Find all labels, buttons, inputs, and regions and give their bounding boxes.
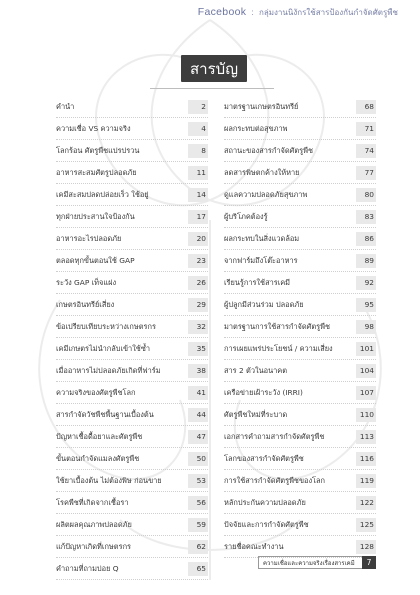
toc-entry[interactable] — [56, 272, 208, 294]
toc-entry[interactable] — [224, 140, 376, 162]
toc-entry[interactable] — [224, 250, 376, 272]
toc-entry-page: 59 — [188, 518, 208, 532]
toc-entry-label: การใช้สารกำจัดศัตรูพืชของโลก — [224, 475, 326, 485]
toc-entry-label: ระวัง GAP เท็จแฝง — [56, 277, 117, 287]
toc-entry-label: ผลกระทบในสิ่งแวดล้อม — [224, 233, 300, 243]
header-separator: : — [251, 8, 254, 17]
toc-entry-label: สารกำจัดวัชพืชพื้นฐานเบื้องต้น — [56, 409, 154, 419]
toc-entry-page: 14 — [188, 188, 208, 202]
toc-left-column — [56, 96, 208, 580]
toc-entry-label: อาหารสะสมศัตรูปลอดภัย — [56, 167, 137, 177]
toc-entry-label: ดูแลความปลอดภัยสุขภาพ — [224, 189, 308, 199]
toc-entry[interactable] — [56, 338, 208, 360]
toc-entry-page: 38 — [188, 364, 208, 378]
toc-entry-page: 98 — [356, 320, 376, 334]
toc-entry-page: 104 — [356, 364, 376, 378]
toc-entry-label: ลดสารพิษตกค้างให้หาย — [224, 167, 300, 177]
toc-entry-page: 125 — [356, 518, 376, 532]
toc-entry-page: 17 — [188, 210, 208, 224]
toc-entry-label: เคมีเกษตรไม่นำกลับเข้าใช้ซ้ำ — [56, 343, 150, 353]
toc-entry[interactable] — [56, 558, 208, 580]
toc-entry-label: สถานะของสารกำจัดศัตรูพืช — [224, 145, 313, 155]
toc-entry[interactable] — [56, 382, 208, 404]
toc-entry-page: 119 — [356, 474, 376, 488]
toc-entry-label: จากฟาร์มถึงโต๊ะอาหาร — [224, 255, 298, 265]
toc-entry[interactable] — [56, 514, 208, 536]
toc-entry-label: โลกของสารกำจัดศัตรูพืช — [224, 453, 304, 463]
toc-entry[interactable] — [56, 206, 208, 228]
toc-entry-label: คำนำ — [56, 101, 75, 111]
toc-entry[interactable] — [56, 492, 208, 514]
toc-entry[interactable] — [56, 250, 208, 272]
toc-entry-label: ปัญหาเชื้อดื้อยาและศัตรูพืช — [56, 431, 143, 441]
toc-entry-label: คำถามที่ถามบ่อย Q — [56, 563, 119, 573]
toc-entry-page: 29 — [188, 298, 208, 312]
toc-entry[interactable] — [224, 382, 376, 404]
toc-entry[interactable] — [224, 470, 376, 492]
toc-entry-label: ปัจจัยและการกำจัดศัตรูพืช — [224, 519, 309, 529]
toc-entry-page: 86 — [356, 232, 376, 246]
toc-entry-page: 4 — [188, 122, 208, 136]
toc-entry[interactable] — [224, 162, 376, 184]
toc-entry-label: เมื่ออาหารไม่ปลอดภัยเกิดที่ฟาร์ม — [56, 365, 161, 375]
toc-entry-page: 68 — [356, 100, 376, 114]
toc-entry-label: ผู้บริโภคต้องรู้ — [224, 211, 268, 221]
toc-entry-page: 8 — [188, 144, 208, 158]
toc-entry[interactable] — [56, 96, 208, 118]
toc-entry-label: เครือข่ายเฝ้าระวัง (IRRI) — [224, 387, 303, 397]
toc-entry-label: ความเชื่อ VS ความจริง — [56, 123, 131, 133]
toc-entry[interactable] — [56, 118, 208, 140]
page-footer — [258, 556, 376, 569]
toc-entry-label: เกษตรอินทรีย์เสี่ยง — [56, 299, 115, 309]
toc-entry-label: เอกสารคำถามสารกำจัดศัตรูพืช — [224, 431, 325, 441]
title-divider — [150, 88, 274, 89]
toc-entry[interactable] — [224, 536, 376, 558]
toc-entry-label: ใช้ยาเบื้องต้น ไม่ต้องพิษ ก่อนขาย — [56, 475, 162, 485]
toc-entry[interactable] — [56, 162, 208, 184]
toc-entry[interactable] — [224, 118, 376, 140]
toc-entry-label: สาร 2 ตัวในอนาคต — [224, 365, 288, 375]
toc-entry-page: 95 — [356, 298, 376, 312]
toc-entry-page: 101 — [356, 342, 376, 356]
toc-entry[interactable] — [224, 404, 376, 426]
toc-entry[interactable] — [56, 184, 208, 206]
toc-entry[interactable] — [224, 294, 376, 316]
toc-entry[interactable] — [224, 184, 376, 206]
toc-entry-page: 62 — [188, 540, 208, 554]
toc-entry-label: ความจริงของศัตรูพืชโลก — [56, 387, 136, 397]
toc-entry-page: 47 — [188, 430, 208, 444]
page-header — [198, 6, 398, 19]
toc-entry-label: การเผยแพร่ประโยชน์ / ความเสี่ยง — [224, 343, 333, 353]
toc-entry-label: มาตรฐานการใช้สารกำจัดศัตรูพืช — [224, 321, 331, 331]
toc-entry-label: หลักประกันความปลอดภัย — [224, 497, 306, 507]
toc-entry[interactable] — [224, 338, 376, 360]
toc-entry[interactable] — [56, 228, 208, 250]
toc-entry-page: 44 — [188, 408, 208, 422]
toc-entry[interactable] — [56, 294, 208, 316]
toc-entry-page: 41 — [188, 386, 208, 400]
toc-entry[interactable] — [56, 404, 208, 426]
toc-entry-page: 122 — [356, 496, 376, 510]
toc-entry-page: 20 — [188, 232, 208, 246]
toc-entry-page: 113 — [356, 430, 376, 444]
toc-entry-page: 56 — [188, 496, 208, 510]
toc-entry-label: โรคพืชที่เกิดจากเชื้อรา — [56, 497, 129, 507]
toc-entry[interactable] — [56, 448, 208, 470]
toc-entry-page: 128 — [356, 540, 376, 554]
toc-entry-label: ตลอดทุกขั้นตอนใช้ GAP — [56, 255, 135, 265]
toc-entry-label: ผลกระทบต่อสุขภาพ — [224, 123, 288, 133]
toc-entry-label: ผลิตผลคุณภาพปลอดภัย — [56, 519, 132, 529]
toc-entry-page: 65 — [188, 562, 208, 576]
toc-entry-label: อาหารอะไรปลอดภัย — [56, 233, 122, 243]
toc-entry-page: 23 — [188, 254, 208, 268]
toc-entry[interactable] — [56, 426, 208, 448]
toc-entry-page: 32 — [188, 320, 208, 334]
toc-entry[interactable] — [224, 316, 376, 338]
toc-entry[interactable] — [224, 272, 376, 294]
toc-entry-label: เคมีสะสมปลดปล่อยเร็ว ใช้อยู่ — [56, 189, 149, 199]
toc-entry-page: 116 — [356, 452, 376, 466]
toc-entry[interactable] — [224, 492, 376, 514]
toc-entry[interactable] — [224, 360, 376, 382]
toc-entry[interactable] — [224, 96, 376, 118]
toc-entry[interactable] — [224, 514, 376, 536]
toc-entry[interactable] — [224, 426, 376, 448]
toc-entry[interactable] — [56, 140, 208, 162]
toc-entry-label: ข้อเปรียบเทียบระหว่างเกษตรกร — [56, 321, 156, 331]
toc-entry[interactable] — [56, 470, 208, 492]
toc-entry-page: 89 — [356, 254, 376, 268]
toc-entry-label: มาตรฐานเกษตรอินทรีย์ — [224, 101, 299, 111]
toc-entry-label: ศัตรูพืชใหม่ที่ระบาด — [224, 409, 288, 419]
toc-entry[interactable] — [56, 536, 208, 558]
toc-entry[interactable] — [224, 448, 376, 470]
toc-entry-page: 83 — [356, 210, 376, 224]
toc-entry-page: 2 — [188, 100, 208, 114]
footer-book-title: ความเชื่อและความจริงเรื่องสารเคมี — [258, 556, 362, 569]
toc-entry-page: 50 — [188, 452, 208, 466]
toc-entry-page: 74 — [356, 144, 376, 158]
toc-entry-page: 26 — [188, 276, 208, 290]
toc-entry-label: โลกร้อน ศัตรูพืชแปรปรวน — [56, 145, 140, 155]
toc-entry-label: เรียนรู้การใช้สารเคมี — [224, 277, 291, 287]
toc-entry[interactable] — [56, 316, 208, 338]
facebook-brand: Facebook — [197, 6, 247, 18]
toc-entry-page: 80 — [356, 188, 376, 202]
toc-title: สารบัญ — [181, 55, 247, 82]
toc-entry-label: ผู้ปลูกมีส่วนร่วม ปลอดภัย — [224, 299, 304, 309]
group-name: กลุ่มงานนิงักรใช้สารป้องกันกำจัดศัตรูพืช — [258, 8, 398, 17]
toc-right-column — [224, 96, 376, 558]
toc-entry-label: ขั้นตอนกำจัดแมลงศัตรูพืช — [56, 453, 140, 463]
toc-entry-page: 71 — [356, 122, 376, 136]
toc-entry-page: 110 — [356, 408, 376, 422]
toc-entry-page: 11 — [188, 166, 208, 180]
toc-entry-label: แก้ปัญหาเกิดที่เกษตรกร — [56, 541, 132, 551]
toc-entry[interactable] — [224, 228, 376, 250]
toc-entry-page: 107 — [356, 386, 376, 400]
toc-entry-label: รายชื่อคณะทำงาน — [224, 541, 284, 551]
toc-entry-page: 92 — [356, 276, 376, 290]
toc-entry-page: 77 — [356, 166, 376, 180]
footer-page-number: 7 — [362, 556, 376, 569]
toc-entry-page: 35 — [188, 342, 208, 356]
toc-entry[interactable] — [224, 206, 376, 228]
toc-entry-label: ทุกฝ่ายประสานใจป้องกัน — [56, 211, 135, 221]
toc-entry[interactable] — [56, 360, 208, 382]
toc-entry-page: 53 — [188, 474, 208, 488]
